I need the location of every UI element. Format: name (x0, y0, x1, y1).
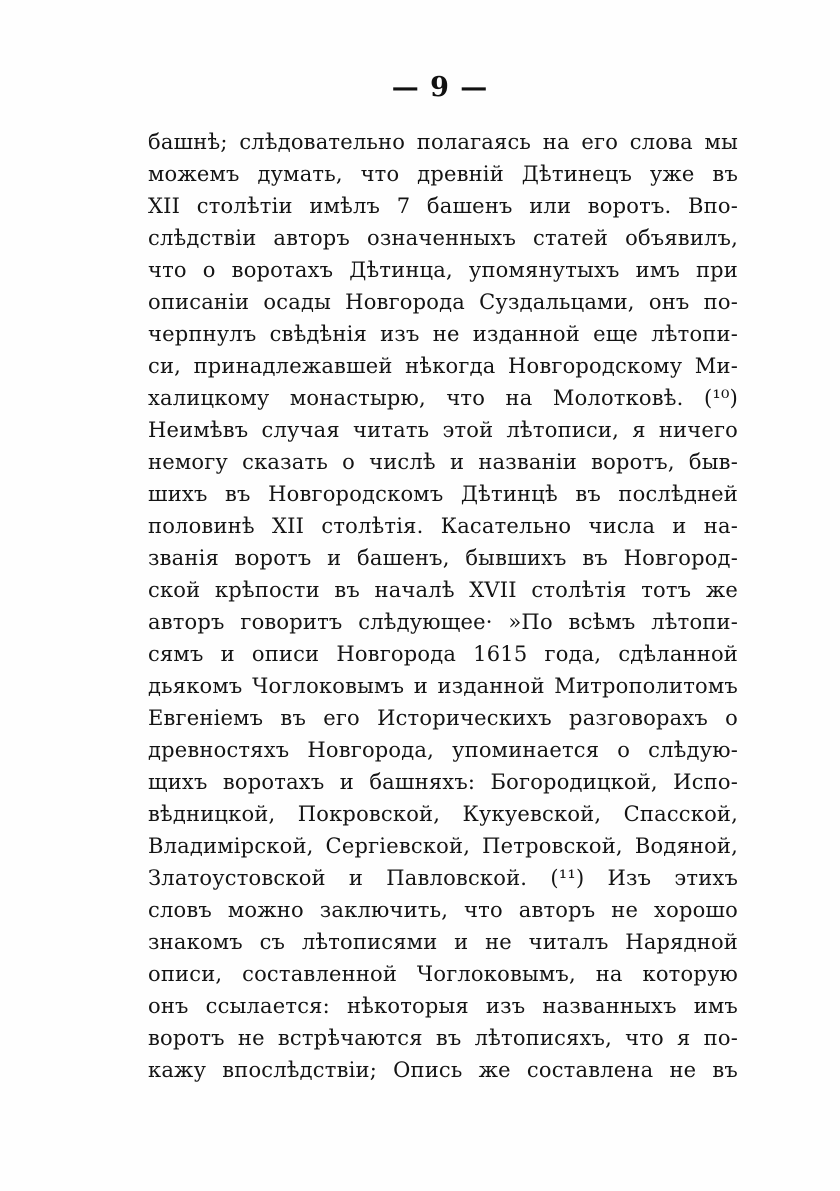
text-line: шихъ въ Новгородскомъ Дѣтинцѣ въ послѣдней (148, 482, 738, 506)
text-line: слѣдствіи авторъ означенныхъ статей объявилъ, (148, 226, 738, 250)
text-line: вѣдницкой, Покровской, Кукуевской, Спасской, (148, 802, 738, 826)
page-number: — 9 — (391, 72, 489, 103)
text-line: званія воротъ и башенъ, бывшихъ въ Новгород- (148, 546, 738, 570)
text-line: дьякомъ Чоглоковымъ и изданной Митрополитомъ (148, 674, 738, 698)
text-line: можемъ думать, что древній Дѣтинецъ уже въ (148, 162, 738, 186)
text-line: знакомъ съ лѣтописями и не читалъ Нарядной (148, 930, 738, 954)
text-line: сямъ и описи Новгорода 1615 года, сдѣланной (148, 642, 738, 666)
text-line: щихъ воротахъ и башняхъ: Богородицкой, Испо- (148, 770, 738, 794)
text-line: словъ можно заключить, что авторъ не хорошо (148, 898, 738, 922)
text-line: кажу впослѣдствіи; Опись же составлена не въ (148, 1058, 738, 1082)
text-line: ской крѣпости въ началѣ XVII столѣтія тотъ же (148, 578, 738, 602)
text-line: воротъ не встрѣчаются въ лѣтописяхъ, что я по- (148, 1026, 738, 1050)
text-line: авторъ говоритъ слѣдующее· »По всѣмъ лѣтопи- (148, 610, 738, 634)
text-line: что о воротахъ Дѣтинца, упомянутыхъ имъ при (148, 258, 738, 282)
text-line: Неимѣвъ случая читать этой лѣтописи, я ничего (148, 418, 738, 442)
text-line: Евгеніемъ въ его Историческихъ разговорахъ о (148, 706, 738, 730)
text-line: халицкому монастырю, что на Молотковѣ. (¹⁰) (148, 386, 738, 410)
text-line: половинѣ XII столѣтія. Касательно числа и на- (148, 514, 738, 538)
text-line: черпнулъ свѣдѣнія изъ не изданной еще лѣтопи- (148, 322, 738, 346)
text-line: си, принадлежавшей нѣкогда Новгородскому Ми- (148, 354, 738, 378)
text-line: немогу сказать о числѣ и названіи воротъ, быв- (148, 450, 738, 474)
text-line: Владимірской, Сергіевской, Петровской, Водяной, (148, 834, 738, 858)
text-line: Златоустовской и Павловской. (¹¹) Изъ этихъ (148, 866, 738, 890)
text-line: описи, составленной Чоглоковымъ, на которую (148, 962, 738, 986)
text-line: онъ ссылается: нѣкоторыя изъ названныхъ имъ (148, 994, 738, 1018)
text-line: древностяхъ Новгорода, упоминается о слѣдую- (148, 738, 738, 762)
text-line: башнѣ; слѣдовательно полагаясь на его слова мы (148, 130, 738, 154)
body-text (148, 126, 738, 1086)
text-line: XII столѣтіи имѣлъ 7 башенъ или воротъ. Впо- (148, 194, 738, 218)
text-line: описаніи осады Новгорода Суздальцами, онъ по- (148, 290, 738, 314)
